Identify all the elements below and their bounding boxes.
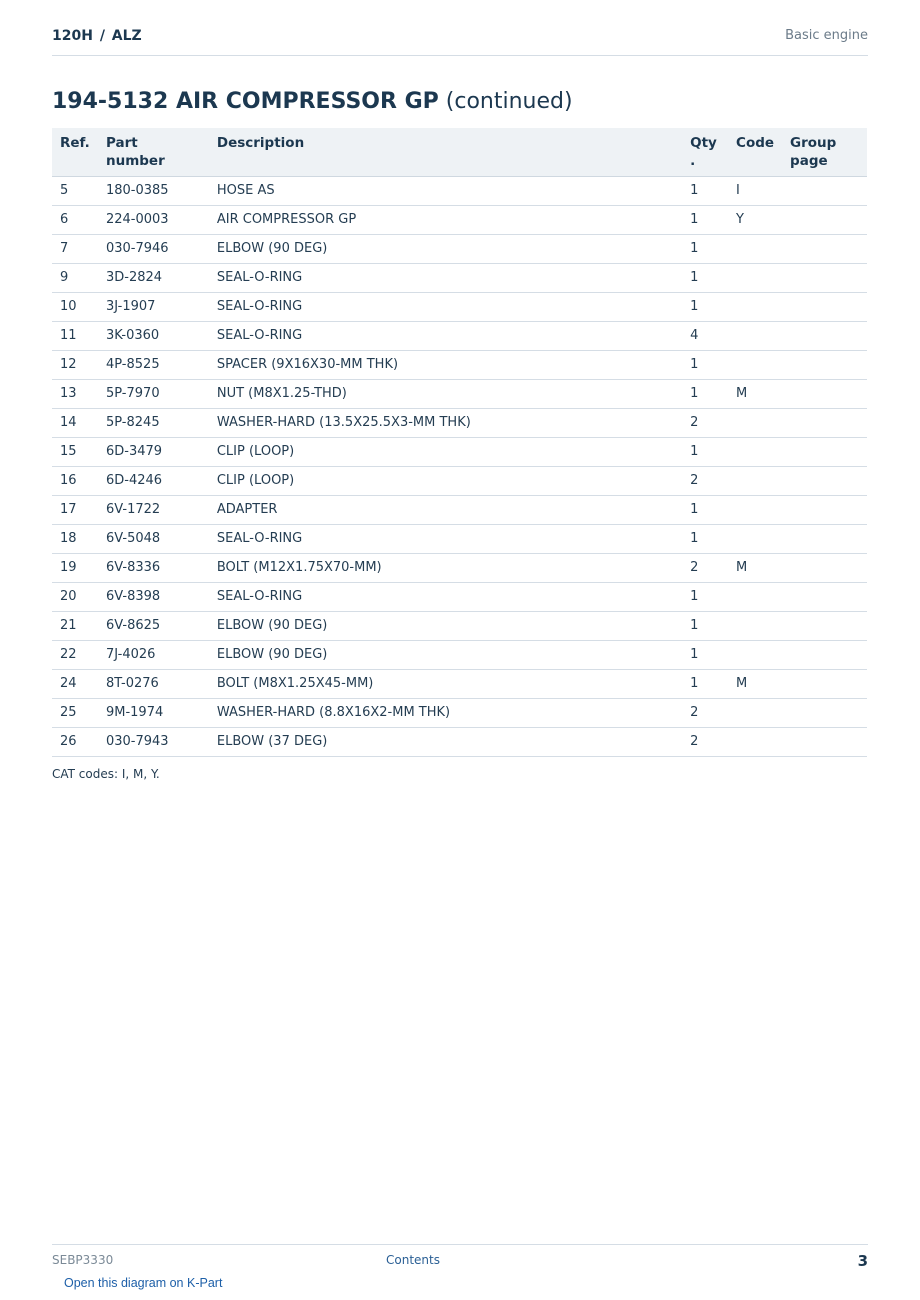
code-cell: Y	[728, 205, 782, 234]
ref-cell: 21	[52, 611, 98, 640]
part-number-cell: 5P-8245	[98, 408, 209, 437]
qty-cell: 1	[682, 292, 728, 321]
part-number-cell: 224-0003	[98, 205, 209, 234]
qty-cell: 1	[682, 495, 728, 524]
table-row	[52, 321, 867, 350]
ref-cell: 17	[52, 495, 98, 524]
group-title: 194-5132 AIR COMPRESSOR GP	[52, 89, 439, 114]
kpart-diagram-link[interactable]: Open this diagram on K-Part	[64, 1276, 223, 1290]
group-page-cell	[782, 408, 867, 437]
document-id: SEBP3330	[52, 1253, 114, 1267]
group-page-cell	[782, 582, 867, 611]
part-number-cell: 6V-1722	[98, 495, 209, 524]
ref-cell: 11	[52, 321, 98, 350]
code-cell: M	[728, 669, 782, 698]
group-page-cell	[782, 553, 867, 582]
column-header-description: Description	[209, 128, 682, 176]
qty-cell: 2	[682, 408, 728, 437]
table-row	[52, 408, 867, 437]
ref-cell: 16	[52, 466, 98, 495]
part-number-cell: 3J-1907	[98, 292, 209, 321]
ref-cell: 5	[52, 176, 98, 205]
table-row	[52, 379, 867, 408]
description-cell: SEAL-O-RING	[209, 292, 682, 321]
group-page-cell	[782, 669, 867, 698]
description-cell: NUT (M8X1.25-THD)	[209, 379, 682, 408]
qty-cell: 2	[682, 698, 728, 727]
group-page-cell	[782, 495, 867, 524]
table-row	[52, 524, 867, 553]
code-cell: I	[728, 176, 782, 205]
page-number: 3	[857, 1252, 868, 1270]
code-cell	[728, 727, 782, 756]
description-cell: ELBOW (37 DEG)	[209, 727, 682, 756]
qty-cell: 1	[682, 524, 728, 553]
table-row	[52, 495, 867, 524]
table-row	[52, 582, 867, 611]
ref-cell: 14	[52, 408, 98, 437]
part-number-cell: 6V-5048	[98, 524, 209, 553]
parts-table	[52, 128, 867, 757]
code-cell	[728, 437, 782, 466]
group-page-cell	[782, 466, 867, 495]
ref-cell: 12	[52, 350, 98, 379]
group-page-cell	[782, 176, 867, 205]
description-cell: WASHER-HARD (8.8X16X2-MM THK)	[209, 698, 682, 727]
ref-cell: 9	[52, 263, 98, 292]
table-row	[52, 263, 867, 292]
cat-codes-note: CAT codes: I, M, Y.	[52, 767, 160, 781]
column-header-part-number: Part number	[98, 128, 209, 176]
description-cell: ELBOW (90 DEG)	[209, 234, 682, 263]
group-page-cell	[782, 727, 867, 756]
description-cell: ELBOW (90 DEG)	[209, 640, 682, 669]
description-cell: SPACER (9X16X30-MM THK)	[209, 350, 682, 379]
description-cell: SEAL-O-RING	[209, 321, 682, 350]
group-page-cell	[782, 263, 867, 292]
table-row	[52, 640, 867, 669]
code-cell	[728, 524, 782, 553]
table-row	[52, 292, 867, 321]
ref-cell: 6	[52, 205, 98, 234]
table-row	[52, 611, 867, 640]
qty-cell: 1	[682, 350, 728, 379]
qty-cell: 1	[682, 176, 728, 205]
qty-cell: 4	[682, 321, 728, 350]
table-row	[52, 466, 867, 495]
description-cell: CLIP (LOOP)	[209, 437, 682, 466]
code-cell: M	[728, 553, 782, 582]
group-page-cell	[782, 350, 867, 379]
part-number-cell: 030-7943	[98, 727, 209, 756]
column-header-code: Code	[728, 128, 782, 176]
table-row	[52, 553, 867, 582]
page-header	[52, 28, 868, 56]
description-cell: BOLT (M8X1.25X45-MM)	[209, 669, 682, 698]
ref-cell: 7	[52, 234, 98, 263]
code-cell	[728, 234, 782, 263]
part-number-cell: 030-7946	[98, 234, 209, 263]
description-cell: CLIP (LOOP)	[209, 466, 682, 495]
title-suffix: (continued)	[438, 89, 573, 114]
description-cell: SEAL-O-RING	[209, 582, 682, 611]
table-row	[52, 176, 867, 205]
qty-cell: 1	[682, 640, 728, 669]
group-page-cell	[782, 379, 867, 408]
ref-cell: 24	[52, 669, 98, 698]
description-cell: ADAPTER	[209, 495, 682, 524]
code-cell: M	[728, 379, 782, 408]
group-page-cell	[782, 640, 867, 669]
column-header-group-page: Group page	[782, 128, 867, 176]
part-number-cell: 8T-0276	[98, 669, 209, 698]
ref-cell: 18	[52, 524, 98, 553]
qty-cell: 1	[682, 611, 728, 640]
column-header-ref: Ref.	[52, 128, 98, 176]
qty-cell: 1	[682, 669, 728, 698]
code-cell	[728, 350, 782, 379]
ref-cell: 19	[52, 553, 98, 582]
part-number-cell: 4P-8525	[98, 350, 209, 379]
group-page-cell	[782, 292, 867, 321]
page-title	[52, 89, 573, 114]
part-number-cell: 6D-3479	[98, 437, 209, 466]
code-cell	[728, 611, 782, 640]
table-row	[52, 234, 867, 263]
description-cell: HOSE AS	[209, 176, 682, 205]
part-number-cell: 7J-4026	[98, 640, 209, 669]
part-number-cell: 6V-8625	[98, 611, 209, 640]
table-row	[52, 437, 867, 466]
contents-link[interactable]: Contents	[386, 1253, 440, 1267]
qty-cell: 2	[682, 553, 728, 582]
ref-cell: 15	[52, 437, 98, 466]
group-page-cell	[782, 234, 867, 263]
qty-cell: 1	[682, 205, 728, 234]
part-number-cell: 6V-8336	[98, 553, 209, 582]
part-number-cell: 3D-2824	[98, 263, 209, 292]
description-cell: WASHER-HARD (13.5X25.5X3-MM THK)	[209, 408, 682, 437]
ref-cell: 22	[52, 640, 98, 669]
table-row	[52, 350, 867, 379]
table-row	[52, 205, 867, 234]
part-number-cell: 6V-8398	[98, 582, 209, 611]
description-cell: ELBOW (90 DEG)	[209, 611, 682, 640]
group-page-cell	[782, 611, 867, 640]
qty-cell: 1	[682, 437, 728, 466]
qty-cell: 1	[682, 582, 728, 611]
column-header-qty: Qty .	[682, 128, 728, 176]
code-cell	[728, 321, 782, 350]
section-label: Basic engine	[785, 28, 868, 43]
ref-cell: 10	[52, 292, 98, 321]
table-row	[52, 727, 867, 756]
code-cell	[728, 495, 782, 524]
qty-cell: 2	[682, 466, 728, 495]
model-label: 120H / ALZ	[52, 28, 142, 44]
qty-cell: 1	[682, 379, 728, 408]
code-cell	[728, 582, 782, 611]
group-page-cell	[782, 437, 867, 466]
table-row	[52, 698, 867, 727]
part-number-cell: 9M-1974	[98, 698, 209, 727]
code-cell	[728, 640, 782, 669]
ref-cell: 20	[52, 582, 98, 611]
description-cell: SEAL-O-RING	[209, 263, 682, 292]
code-cell	[728, 263, 782, 292]
code-cell	[728, 292, 782, 321]
ref-cell: 26	[52, 727, 98, 756]
part-number-cell: 3K-0360	[98, 321, 209, 350]
code-cell	[728, 408, 782, 437]
description-cell: AIR COMPRESSOR GP	[209, 205, 682, 234]
qty-cell: 2	[682, 727, 728, 756]
group-page-cell	[782, 205, 867, 234]
parts-table-body	[52, 176, 867, 756]
ref-cell: 25	[52, 698, 98, 727]
part-number-cell: 180-0385	[98, 176, 209, 205]
group-page-cell	[782, 698, 867, 727]
group-page-cell	[782, 524, 867, 553]
qty-cell: 1	[682, 234, 728, 263]
table-header-row	[52, 128, 867, 176]
description-cell: SEAL-O-RING	[209, 524, 682, 553]
description-cell: BOLT (M12X1.75X70-MM)	[209, 553, 682, 582]
code-cell	[728, 698, 782, 727]
group-page-cell	[782, 321, 867, 350]
part-number-cell: 6D-4246	[98, 466, 209, 495]
part-number-cell: 5P-7970	[98, 379, 209, 408]
code-cell	[728, 466, 782, 495]
ref-cell: 13	[52, 379, 98, 408]
table-row	[52, 669, 867, 698]
qty-cell: 1	[682, 263, 728, 292]
